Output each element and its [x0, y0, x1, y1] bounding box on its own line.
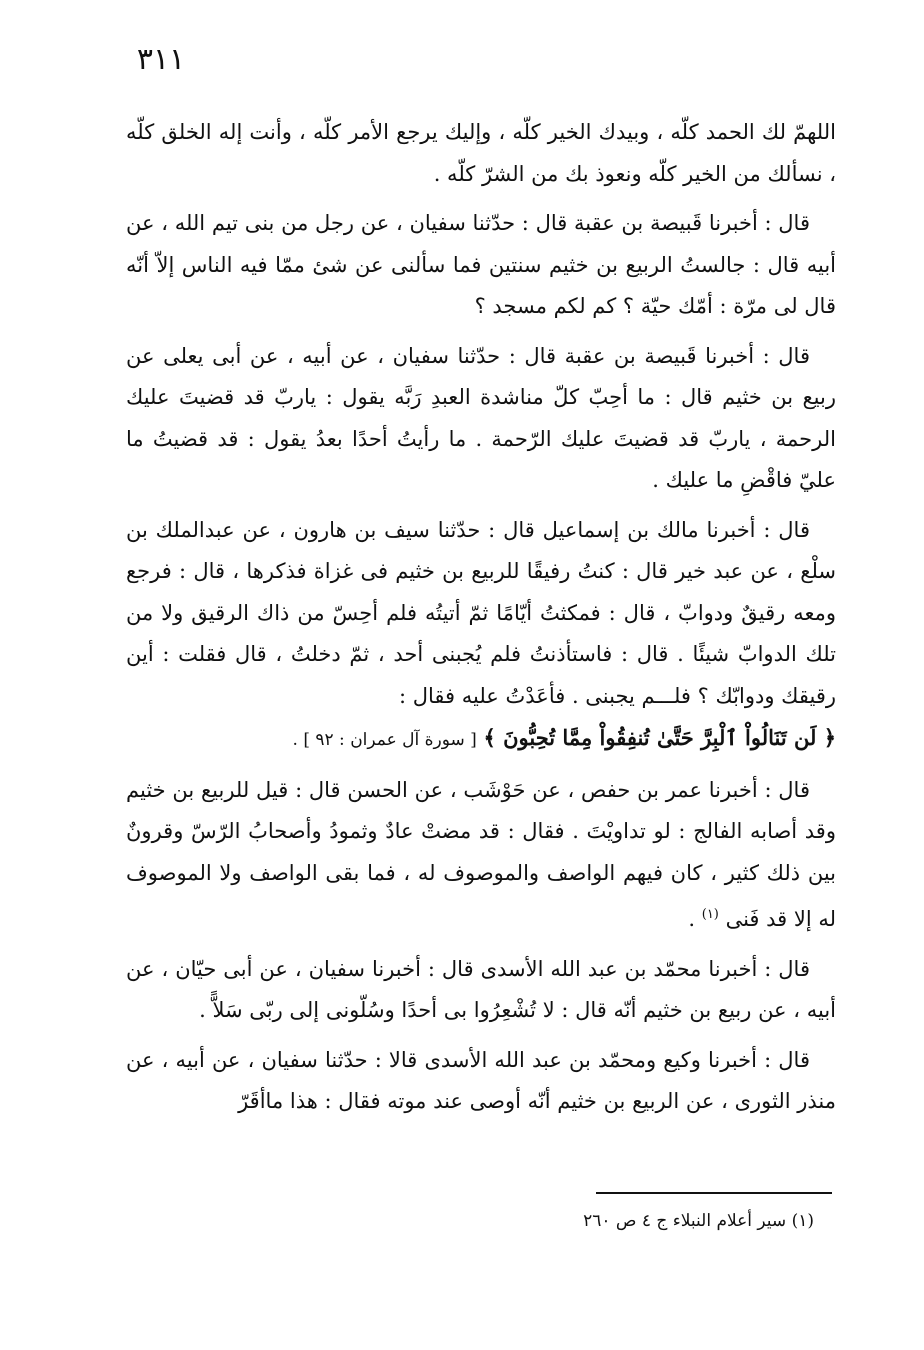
sura-reference: [ سورة آل عمران : ٩٢ ] . — [292, 730, 477, 750]
page-number: ٣١١ — [136, 42, 186, 77]
footnote-divider — [596, 1192, 832, 1194]
quran-verse: ﴿ لَن تَنَالُواْ ٱلْبِرَّ حَتَّىٰ تُنفِقُواْ مِمَّا تُحِبُّونَ ﴾ — [483, 725, 836, 750]
paragraph-5-end: . — [688, 907, 702, 931]
body-text — [126, 112, 836, 1131]
footnote-marker: (١) — [701, 907, 719, 922]
paragraph-5-text: قال : أخبرنا عمر بن حفص ، عن حَوْشَب ، عن الحسن قال : قيل للربيع بن خثيم وقد أصابه الفالج : لو تداويْتَ . فقال : قد مضتْ عادٌ وثمودُ وأصحابُ الرّسّ وقرونٌ بين ذلك كثير ، كان فيهم الواصف والموصوف له ، فما بقى الواصف ولا الموصوف له إلا قد فَنى — [126, 777, 836, 931]
paragraph-3: قال : أخبرنا قَبيصة بن عقبة قال : حدّثنا سفيان ، عن أبيه ، عن أبى يعلى عن ربيع بن خثيم قال : ما أحِبّ كلّ مناشدة العبدِ رَبَّه يقول : ياربّ قد قضيتَ عليك الرحمة ، ياربّ قد قضيتَ عليك الرّحمة . ما رأيتُ أحدًا بعدُ يقول : قد قضيتُ ما عليّ فاقْضِ ما عليك . — [126, 343, 836, 492]
footnote: (١) سير أعلام النبلاء ج ٤ ص ٢٦٠ — [583, 1211, 814, 1231]
paragraph-5 — [126, 770, 836, 941]
paragraph-1: اللهمّ لك الحمد كلّه ، وبيدك الخير كلّه ، وإليك يرجع الأمر كلّه ، وأنت إله الخلق كلّه ، نسألك من الخير كلّه ونعوذ بك من الشرّ كلّه . — [126, 120, 836, 186]
paragraph-4: قال : أخبرنا مالك بن إسماعيل قال : حدّثنا سيف بن هارون ، عن عبدالملك بن سلْع ، عن عبد خير قال : كنتُ رفيقًا للربيع بن خثيم فى غزاة فذكرها ، قال : فرجع ومعه رقيقٌ ودوابّ ، قال : فمكثتُ أيّامًا ثمّ أتيتُه فلم أحِسّ من ذاك الرقيق ولا من تلك الدوابّ شيئًا . قال : فاستأذنتُ فلم يُجبنى أحد ، ثمّ دخلتُ ، قال فقلت : أين رقيقك ودوابّك ؟ فلـــم يجبنى . فأعَدْتُ عليه فقال : — [126, 517, 836, 708]
quran-verse-line — [126, 717, 836, 762]
paragraph-2: قال : أخبرنا قَبيصة بن عقبة قال : حدّثنا سفيان ، عن رجل من بنى تيم الله ، عن أبيه قال : جالستُ الربيع بن خثيم سنتين فما سألنى عن شئ ممّا فيه الناس إلاّ أنّه قال لى مرّة : أمّك حيّة ؟ كم لكم مسجد ؟ — [126, 211, 836, 318]
paragraph-6: قال : أخبرنا محمّد بن عبد الله الأسدى قال : أخبرنا سفيان ، عن أبى حيّان ، عن أبيه ، عن ربيع بن خثيم أنّه قال : لا تُشْعِرُوا بى أحدًا وسُلّونى إلى ربّى سَلاًّ . — [126, 956, 836, 1022]
paragraph-7: قال : أخبرنا وكيع ومحمّد بن عبد الله الأسدى قالا : حدّثنا سفيان ، عن أبيه ، عن منذر الثورى ، عن الربيع بن خثيم أنّه أوصى عند موته فقال : هذا ماأقَرّ — [126, 1047, 836, 1113]
